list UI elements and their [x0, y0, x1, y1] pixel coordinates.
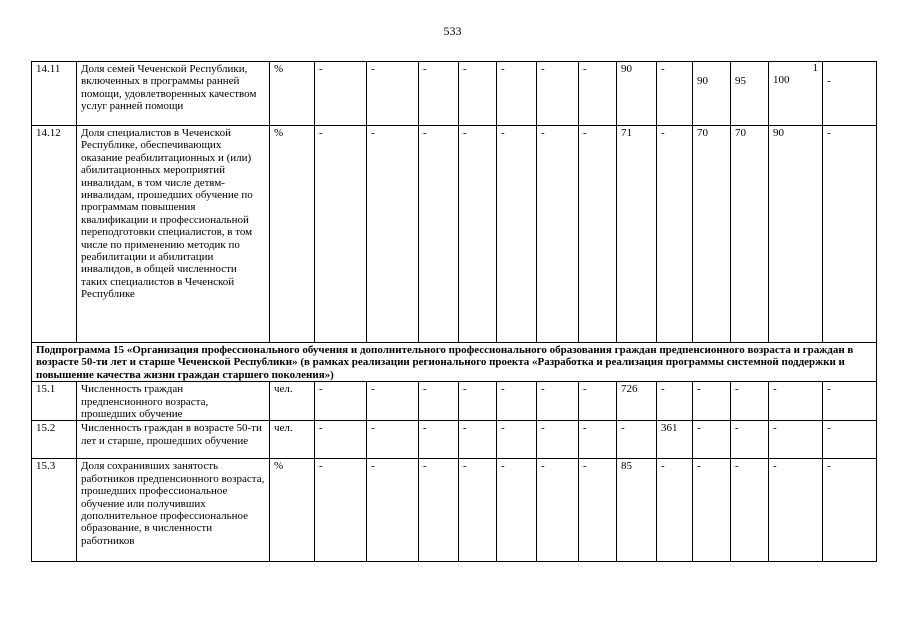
- value-cell: -: [731, 382, 769, 421]
- value-cell: 361: [657, 421, 693, 459]
- value-cell: [731, 62, 769, 126]
- indicator-name: Доля сохранивших занятость работников предпенсионного возраста, прошедших профессиональное обучение или получивших дополнительное профессиональное образование, в численности работников: [77, 459, 270, 562]
- value-cell: 90: [617, 62, 657, 126]
- value-cell: -: [537, 421, 579, 459]
- value-text: 100: [773, 74, 790, 86]
- value-cell: [823, 62, 877, 126]
- value-cell: -: [315, 421, 367, 459]
- value-cell: -: [823, 382, 877, 421]
- value-cell: 90: [769, 126, 823, 343]
- value-cell: -: [459, 126, 497, 343]
- unit: %: [270, 62, 315, 126]
- indicator-name: Численность граждан предпенсионного возраста, прошедших обучение: [77, 382, 270, 421]
- value-cell: -: [497, 62, 537, 126]
- footnote-mark: 1: [812, 62, 818, 74]
- indicators-table: [31, 61, 877, 562]
- value-cell: -: [657, 382, 693, 421]
- value-cell: -: [459, 62, 497, 126]
- value-cell: -: [823, 126, 877, 343]
- value-cell: -: [315, 126, 367, 343]
- value-cell: -: [497, 126, 537, 343]
- value-cell: -: [315, 459, 367, 562]
- subprogram-15-heading: Подпрограмма 15 «Организация профессионального обучения и дополнительного профессионального образования граждан предпенсионного возраста и граждан в возрасте 50-ти лет и старше Чеченской Республики» (в рамках реализации регионального проекта «Разработка и реализация программы системной поддержки и повышение качества жизни граждан старшего поколения»): [32, 343, 877, 382]
- value-cell: -: [315, 382, 367, 421]
- value-cell: -: [459, 459, 497, 562]
- value-cell: -: [367, 459, 419, 562]
- value-cell: -: [367, 382, 419, 421]
- value-cell: -: [731, 459, 769, 562]
- value-cell: -: [315, 62, 367, 126]
- value-cell: -: [617, 421, 657, 459]
- value-cell: -: [367, 421, 419, 459]
- table-row-14-11: [32, 62, 877, 126]
- indicator-name: Доля специалистов в Чеченской Республике, обеспечивающих оказание реабилитационных и (или) абилитационных мероприятий инвалидам, в том числе детям-инвалидам, прошедших обучение по программам повышения квалификации и профессиональной переподготовки специалистов, в том числе по применению методик по реабилитации и абилитации инвалидов, в общей численности таких специалистов в Чеченской Республике: [77, 126, 270, 343]
- value-cell: 71: [617, 126, 657, 343]
- row-number: 15.1: [32, 382, 77, 421]
- value-cell: -: [579, 459, 617, 562]
- unit: чел.: [270, 382, 315, 421]
- table-row-14-12: [32, 126, 877, 343]
- value-cell: -: [537, 382, 579, 421]
- table-row-15-1: [32, 382, 877, 421]
- value-cell: 726: [617, 382, 657, 421]
- row-number: 15.3: [32, 459, 77, 562]
- table-row-15-3: [32, 459, 877, 562]
- value-cell: -: [497, 421, 537, 459]
- value-text: -: [827, 75, 831, 87]
- row-number: 14.12: [32, 126, 77, 343]
- value-text: 95: [735, 75, 746, 87]
- value-cell: -: [769, 459, 823, 562]
- row-number: 14.11: [32, 62, 77, 126]
- value-cell: -: [419, 126, 459, 343]
- value-cell: [769, 62, 823, 126]
- value-cell: -: [497, 382, 537, 421]
- value-cell: -: [693, 459, 731, 562]
- value-cell: -: [579, 62, 617, 126]
- value-text: 90: [697, 75, 708, 87]
- row-number: 15.2: [32, 421, 77, 459]
- indicator-name: Доля семей Чеченской Республики, включенных в программы ранней помощи, удовлетворенных качеством услуг ранней помощи: [77, 62, 270, 126]
- value-cell: -: [497, 459, 537, 562]
- value-cell: -: [769, 421, 823, 459]
- table-row-15-2: [32, 421, 877, 459]
- value-cell: -: [823, 459, 877, 562]
- section-heading-row: [32, 343, 877, 382]
- unit: %: [270, 126, 315, 343]
- value-cell: -: [419, 459, 459, 562]
- value-cell: -: [693, 382, 731, 421]
- value-cell: [693, 62, 731, 126]
- value-cell: -: [579, 126, 617, 343]
- value-cell: -: [459, 382, 497, 421]
- value-cell: -: [367, 126, 419, 343]
- indicator-name: Численность граждан в возрасте 50-ти лет и старше, прошедших обучение: [77, 421, 270, 459]
- value-cell: 85: [617, 459, 657, 562]
- page-number: 533: [443, 24, 462, 38]
- value-cell: -: [657, 459, 693, 562]
- value-cell: -: [419, 421, 459, 459]
- value-cell: 70: [693, 126, 731, 343]
- unit: чел.: [270, 421, 315, 459]
- value-cell: -: [579, 382, 617, 421]
- value-cell: -: [657, 62, 693, 126]
- value-cell: -: [419, 62, 459, 126]
- value-cell: -: [769, 382, 823, 421]
- value-cell: -: [367, 62, 419, 126]
- value-cell: -: [693, 421, 731, 459]
- value-cell: -: [459, 421, 497, 459]
- value-cell: -: [419, 382, 459, 421]
- value-cell: -: [823, 421, 877, 459]
- value-cell: -: [657, 126, 693, 343]
- value-cell: 70: [731, 126, 769, 343]
- value-cell: -: [537, 62, 579, 126]
- value-cell: -: [537, 459, 579, 562]
- value-cell: -: [731, 421, 769, 459]
- unit: %: [270, 459, 315, 562]
- value-cell: -: [579, 421, 617, 459]
- value-cell: -: [537, 126, 579, 343]
